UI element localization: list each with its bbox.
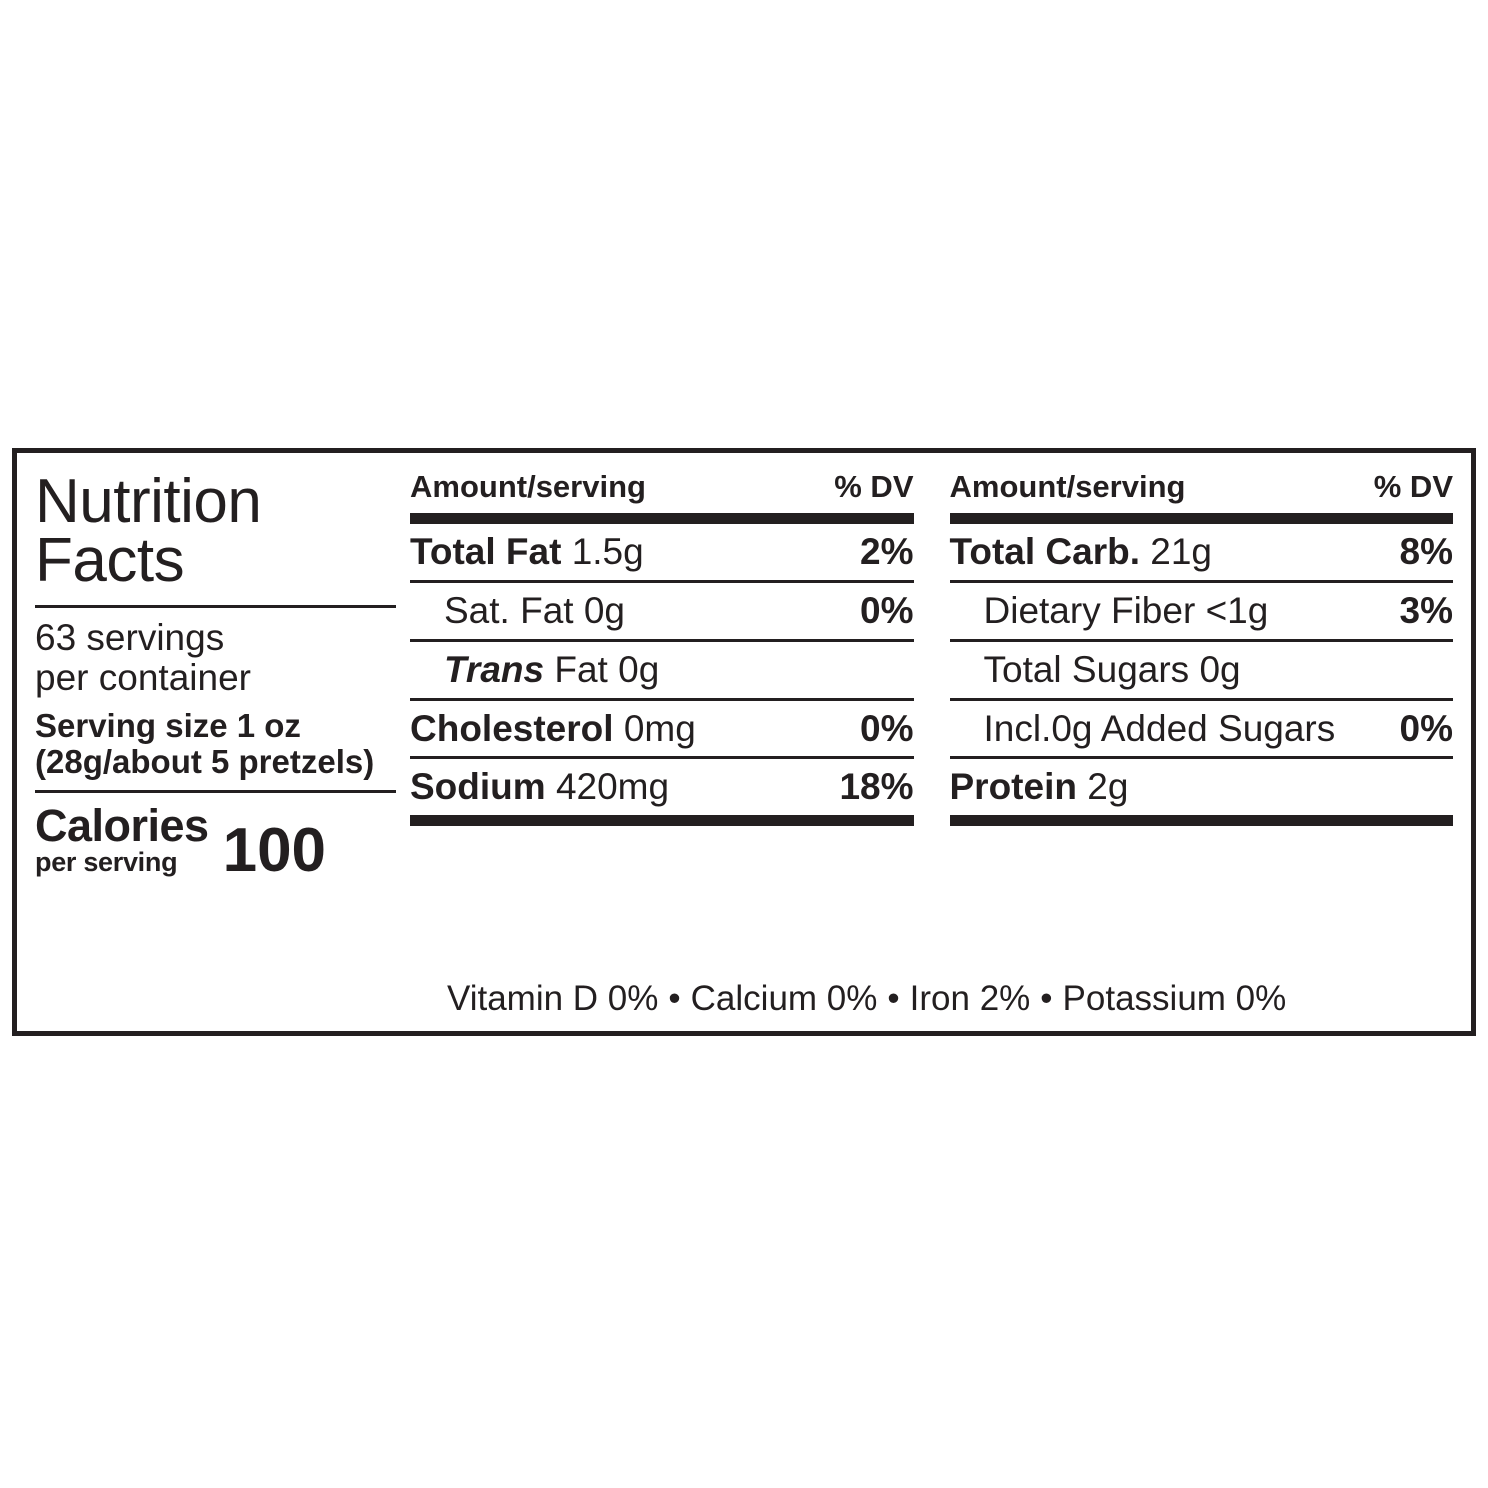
table-row xyxy=(410,642,914,698)
calories-value: 100 xyxy=(222,815,327,885)
bullet-separator: • xyxy=(1040,979,1053,1018)
table-row xyxy=(410,759,914,815)
panel-right-bottom-divider xyxy=(950,815,1454,826)
serving-size xyxy=(35,708,396,781)
nutrient-amount: 1.5g xyxy=(571,531,644,572)
nutrient-dv: 0% xyxy=(1399,707,1453,749)
nutrient-name: Incl.0g Added Sugars xyxy=(983,707,1336,749)
calcium-value: Calcium 0% xyxy=(690,979,878,1018)
table-row xyxy=(410,524,914,580)
nutrient-name: Sat. Fat xyxy=(444,589,574,631)
nutrient-name: Protein xyxy=(949,766,1077,808)
panel-right-rows xyxy=(950,524,1454,826)
title-line-1: Nutrition xyxy=(35,467,262,536)
panel-right-thick-divider xyxy=(950,513,1454,524)
amount-per-serving-header-right: Amount/serving xyxy=(949,469,1186,504)
micronutrient-footer xyxy=(447,969,1453,1019)
amount-per-serving-header-left: Amount/serving xyxy=(410,469,646,504)
calories-label: Calories xyxy=(35,800,209,852)
nutrition-facts-label xyxy=(12,448,1476,1036)
nutrient-dv: 3% xyxy=(1399,589,1453,631)
nutrient-amount: 0g xyxy=(583,589,625,631)
table-row xyxy=(950,701,1454,757)
nutrient-amount: 0g xyxy=(1199,648,1241,690)
iron-value: Iron 2% xyxy=(909,979,1031,1018)
label-nutrient-panels xyxy=(410,467,1453,1021)
daily-value-header-right: % DV xyxy=(1373,469,1453,504)
nutrient-dv: 0% xyxy=(860,589,914,631)
label-left-column xyxy=(35,467,410,1021)
nutrient-amount: 0mg xyxy=(623,707,696,749)
table-row xyxy=(950,583,1454,639)
calories-row xyxy=(35,800,396,885)
bullet-separator: • xyxy=(887,979,900,1018)
nutrient-amount: 2g xyxy=(1087,766,1129,808)
serving-size-line-2: (28g/about 5 pretzels) xyxy=(35,742,375,780)
potassium-value: Potassium 0% xyxy=(1062,979,1287,1018)
nutrient-name: Total Fat xyxy=(410,531,562,572)
page-title xyxy=(35,467,396,595)
title-line-2: Facts xyxy=(35,525,185,595)
divider-above-calories xyxy=(35,790,396,793)
panel-left-bottom-divider xyxy=(410,815,914,826)
nutrient-name: Trans xyxy=(444,648,545,690)
nutrient-dv: 2% xyxy=(860,531,914,572)
daily-value-header-left: % DV xyxy=(834,469,914,504)
nutrient-dv: 0% xyxy=(860,707,914,749)
nutrient-name: Total Sugars xyxy=(983,648,1190,690)
table-row xyxy=(410,701,914,757)
panel-left-rows xyxy=(410,524,914,826)
micronutrient-line xyxy=(447,969,1453,1019)
nutrient-amount: <1g xyxy=(1205,589,1269,631)
calories-labels xyxy=(35,800,209,878)
nutrient-name: Sodium xyxy=(410,766,546,808)
nutrient-name: Cholesterol xyxy=(410,707,614,749)
nutrient-amount: 420mg xyxy=(555,766,670,808)
servings-count: 63 servings xyxy=(35,616,225,658)
table-row xyxy=(950,524,1454,580)
servings-per-container-label: per container xyxy=(35,656,251,698)
nutrient-amount: 21g xyxy=(1150,531,1213,572)
vitamin-d-value: Vitamin D 0% xyxy=(447,979,659,1018)
table-row xyxy=(950,642,1454,698)
calories-per-serving-label: per serving xyxy=(35,847,178,878)
nutrient-name: Total Carb. xyxy=(949,531,1140,572)
nutrient-dv: 8% xyxy=(1399,531,1453,572)
nutrient-dv: 18% xyxy=(839,766,914,808)
servings-per-container xyxy=(35,618,396,698)
serving-size-line-1: Serving size 1 oz xyxy=(35,706,301,744)
table-row xyxy=(950,759,1454,815)
nutrient-amount: Fat 0g xyxy=(554,648,660,690)
divider-under-title xyxy=(35,605,396,608)
panel-right-header xyxy=(950,467,1454,513)
panel-left-thick-divider xyxy=(410,513,914,524)
bullet-separator: • xyxy=(668,979,681,1018)
nutrient-panel-left xyxy=(410,467,932,1021)
table-row xyxy=(410,583,914,639)
nutrient-panel-right xyxy=(932,467,1454,1021)
nutrient-name: Dietary Fiber xyxy=(983,589,1196,631)
panel-left-header xyxy=(410,467,914,513)
